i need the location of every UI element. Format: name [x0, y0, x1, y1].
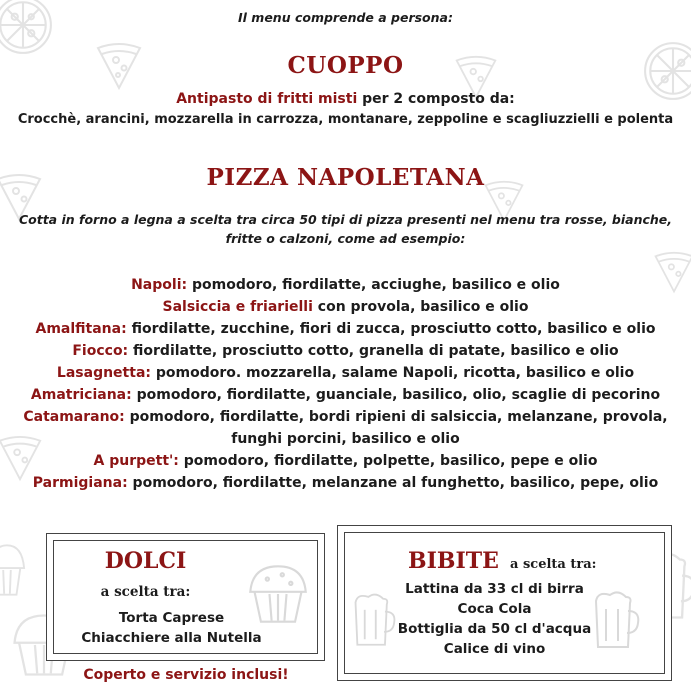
- pizza-item: [0, 406, 691, 428]
- pizza-name: Napoli:: [131, 277, 188, 293]
- pizza-title: PIZZA NAPOLETANA: [206, 164, 485, 191]
- pizza-name: Fiocco:: [72, 343, 129, 359]
- cuoppo-items: Crocchè, arancini, mozzarella in carrozza, montanare, zeppoline e scagliuzzielli e polenta: [17, 112, 674, 127]
- pizza-item: [0, 274, 691, 296]
- bibite-box: [337, 525, 672, 681]
- bibite-item: Coca Cola: [457, 601, 532, 617]
- pizza-ingredients: pomodoro, fiordilatte, bordi ripieni di salsiccia, melanzane, provola,: [124, 409, 668, 425]
- pizza-ingredients: pomodoro, fiordilatte, polpette, basilico, pepe e olio: [178, 453, 598, 469]
- dolci-item: Chiacchiere alla Nutella: [81, 630, 262, 646]
- pizza-name: A purpett':: [93, 453, 179, 469]
- cuoppo-lead: [0, 91, 691, 107]
- pizza-list: [0, 274, 691, 494]
- bibite-heading: [408, 548, 596, 574]
- pizza-name: Amatriciana:: [30, 387, 132, 403]
- pizza-ingredients: fiordilatte, zucchine, fiori di zucca, prosciutto cotto, basilico e olio: [126, 321, 656, 337]
- pizza-item: [0, 340, 691, 362]
- dolci-item: Torta Caprese: [118, 610, 225, 626]
- bibite-subtitle: a scelta tra:: [510, 557, 597, 572]
- pizza-description: [0, 210, 691, 248]
- pizza-description-line: fritte o calzoni, come ad esempio:: [225, 231, 466, 246]
- pizza-item: [0, 450, 691, 472]
- pizza-name: Catamarano:: [23, 409, 125, 425]
- pizza-icon: [0, 0, 54, 56]
- bibite-item: Bottiglia da 50 cl d'acqua: [397, 621, 592, 637]
- pizza-ingredients: pomodoro, fiordilatte, melanzane al funghetto, basilico, pepe, olio: [127, 475, 659, 491]
- pizza-item: [0, 296, 691, 318]
- pizza-name: Parmigiana:: [32, 475, 128, 491]
- pizza-item: [0, 472, 691, 494]
- pizza-ingredients: fiordilatte, prosciutto cotto, granella di patate, basilico e olio: [128, 343, 619, 359]
- bibite-item: Calice di vino: [443, 641, 546, 657]
- bibite-item: Lattina da 33 cl di birra: [405, 581, 584, 597]
- dolci-box: [46, 533, 325, 661]
- bibite-items: [328, 579, 661, 659]
- pizza-name: Amalfitana:: [35, 321, 127, 337]
- dolci-items: [33, 608, 310, 648]
- dolci-title: DOLCI: [104, 548, 187, 574]
- bibite-title: BIBITE: [408, 548, 499, 574]
- pizza-item-continuation: [0, 428, 691, 450]
- pizza-name: Salsiccia e friarielli: [162, 299, 313, 315]
- pizza-ingredients: pomodoro, fiordilatte, guanciale, basilico, olio, scaglie di pecorino: [131, 387, 661, 403]
- cuoppo-lead-name: Antipasto di fritti misti: [176, 91, 358, 107]
- pizza-item: [0, 318, 691, 340]
- pizza-ingredients: pomodoro, fiordilatte, acciughe, basilico e olio: [187, 277, 560, 293]
- dolci-subtitle: a scelta tra:: [100, 584, 191, 600]
- menu-intro: Il menu comprende a persona:: [238, 10, 453, 25]
- footer-note: Coperto e servizio inclusi!: [83, 667, 289, 683]
- pizza-description-line: Cotta in forno a legna a scelta tra circa 50 tipi di pizza presenti nel menu tra rosse, bianche,: [18, 212, 673, 227]
- pizza-ingredients: funghi porcini, basilico e olio: [231, 431, 460, 447]
- cuoppo-lead-rest: per 2 composto da:: [357, 91, 515, 107]
- cuoppo-title: CUOPPO: [287, 52, 404, 79]
- pizza-item: [0, 384, 691, 406]
- pizza-item: [0, 362, 691, 384]
- pizza-name: Lasagnetta:: [56, 365, 151, 381]
- pizza-ingredients: con provola, basilico e olio: [312, 299, 529, 315]
- pizza-ingredients: pomodoro. mozzarella, salame Napoli, ricotta, basilico e olio: [150, 365, 635, 381]
